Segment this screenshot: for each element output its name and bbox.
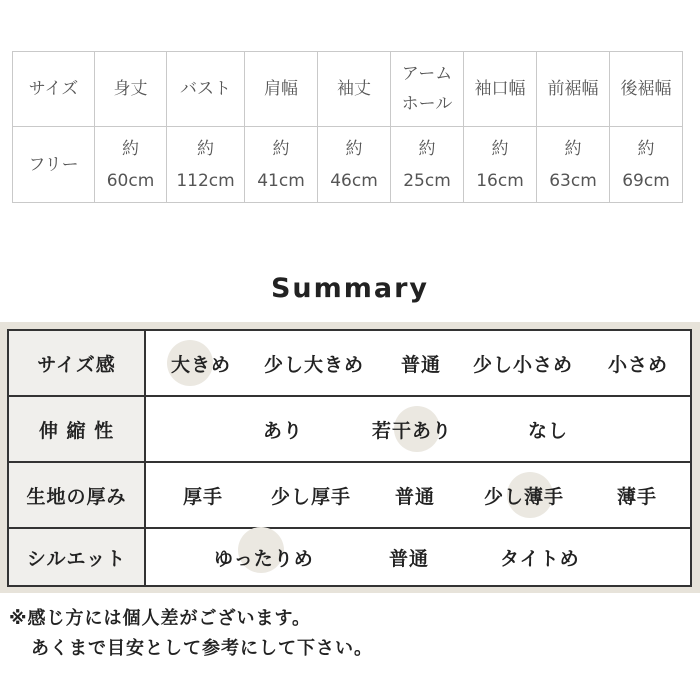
header-cuff: 袖口幅 xyxy=(464,52,537,127)
summary-option xyxy=(608,331,668,395)
header-shoulder: 肩幅 xyxy=(245,52,318,127)
header-length: 身丈 xyxy=(95,52,167,127)
header-front-hem: 前裾幅 xyxy=(537,52,610,127)
value-measure: 63cm xyxy=(549,170,597,191)
summary-option-label: 厚手 xyxy=(183,485,224,508)
header-bust: バスト xyxy=(167,52,245,127)
header-sleeve: 袖丈 xyxy=(318,52,391,127)
header-size: サイズ xyxy=(13,52,95,127)
header-armhole-line1: アーム xyxy=(401,64,453,84)
size-free: フリー xyxy=(13,127,95,203)
summary-option-label: あり xyxy=(263,419,304,442)
summary-option-label: 少し大きめ xyxy=(264,353,365,376)
summary-option xyxy=(617,463,657,527)
size-table-header-row xyxy=(13,52,683,127)
value-measure: 25cm xyxy=(403,170,451,191)
summary-option-selected xyxy=(484,463,564,527)
summary-option xyxy=(264,331,364,395)
size-table xyxy=(12,51,683,203)
summary-option-label: 少し薄手 xyxy=(484,485,565,508)
summary-option-label: 小さめ xyxy=(608,353,669,376)
value-approx: 約 xyxy=(491,138,509,159)
summary-row-stretch xyxy=(9,397,690,463)
summary-option xyxy=(473,331,573,395)
value-shoulder xyxy=(245,127,318,203)
summary-option-label: 普通 xyxy=(389,547,430,570)
value-measure: 60cm xyxy=(106,170,155,191)
disclaimer-line-1: ※感じ方には個人差がございます。 xyxy=(9,608,312,629)
value-approx: 約 xyxy=(272,138,290,159)
summary-option-label: 少し厚手 xyxy=(271,485,352,508)
value-length xyxy=(95,127,167,203)
summary-option-selected xyxy=(214,529,314,585)
summary-option xyxy=(183,463,223,527)
disclaimer-note xyxy=(9,604,373,664)
value-bust xyxy=(167,127,245,203)
summary-option-label: 薄手 xyxy=(617,485,658,508)
value-approx: 約 xyxy=(564,138,582,159)
value-front-hem xyxy=(537,127,610,203)
summary-option-label: 少し小さめ xyxy=(473,353,574,376)
value-measure: 46cm xyxy=(330,170,378,191)
summary-option-label: 大きめ xyxy=(171,353,232,376)
summary-panel xyxy=(0,322,700,593)
summary-option xyxy=(500,529,580,585)
summary-title: Summary xyxy=(270,273,430,304)
summary-label: 伸 縮 性 xyxy=(9,397,146,461)
value-measure: 41cm xyxy=(257,170,305,191)
summary-option xyxy=(389,529,429,585)
disclaimer-line-2: あくまで目安として参考にして下さい。 xyxy=(31,638,373,659)
value-measure: 69cm xyxy=(622,170,670,191)
summary-option-label: なし xyxy=(528,419,569,442)
size-table-row-free xyxy=(13,127,683,203)
summary-label: サイズ感 xyxy=(9,331,146,395)
summary-option-label: 普通 xyxy=(395,485,436,508)
value-approx: 約 xyxy=(122,138,139,159)
summary-option xyxy=(401,331,441,395)
value-approx: 約 xyxy=(197,138,214,159)
summary-option-label: 若干あり xyxy=(372,419,453,442)
summary-row-fabric-thickness xyxy=(9,463,690,529)
summary-option-label: タイトめ xyxy=(500,547,580,570)
summary-option xyxy=(263,397,303,461)
summary-row-silhouette xyxy=(9,529,690,585)
summary-label: シルエット xyxy=(9,529,146,585)
value-measure: 112cm xyxy=(176,170,235,191)
value-approx: 約 xyxy=(637,138,655,159)
summary-option-label: ゆったりめ xyxy=(214,547,314,570)
value-approx: 約 xyxy=(345,138,363,159)
value-sleeve xyxy=(318,127,391,203)
value-approx: 約 xyxy=(418,138,436,159)
summary-option-label: 普通 xyxy=(401,353,442,376)
summary-option-selected xyxy=(171,331,231,395)
summary-option-selected xyxy=(372,397,452,461)
summary-option xyxy=(271,463,351,527)
value-cuff xyxy=(464,127,537,203)
header-back-hem: 後裾幅 xyxy=(610,52,683,127)
summary-option xyxy=(395,463,435,527)
value-back-hem xyxy=(610,127,683,203)
summary-table xyxy=(7,329,692,587)
summary-label: 生地の厚み xyxy=(9,463,146,527)
summary-row-size-feel xyxy=(9,331,690,397)
value-measure: 16cm xyxy=(476,170,524,191)
header-armhole xyxy=(391,52,464,127)
header-armhole-line2: ホール xyxy=(401,94,453,114)
summary-option xyxy=(528,397,568,461)
value-armhole xyxy=(391,127,464,203)
